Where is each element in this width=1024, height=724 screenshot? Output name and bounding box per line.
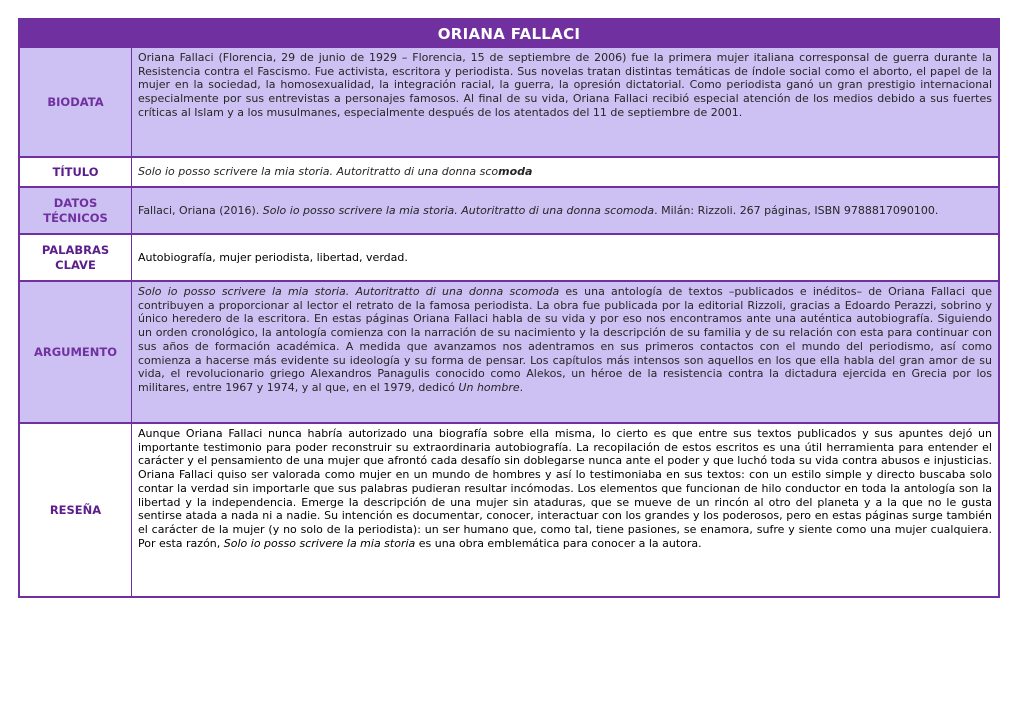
label-argumento: ARGUMENTO bbox=[20, 282, 132, 422]
row-palabras bbox=[20, 233, 998, 280]
argumento-text-main: es una antología de textos –publicados e inéditos– de Oriana Fallaci que contribuyen a proporcionar al lector el retrato de la famosa periodista. La obra fue publicada por la editorial Rizzoli, gracias a Edoardo Perazzi, sobrino y único heredero de la escritora. En estas páginas Oriana Fallaci habla de su vida y por eso nos encontramos ante una auténtica autobiografía. Siguiendo un orden cronológico, la antología comienza con la narración de su nacimiento y la descripción de su familia y de su relación con esta para continuar con sus años de formación académica. A medida que avanzamos nos adentramos en sus primeros contactos con el mundo del periodismo, así como comienza a hacerse más evidente su ideología y su forma de pensar. Los capítulos más intensos son aquellos en los que ella habla del gran amor de su vida, el revolucionario griego Alexandros Panagulis conocido como Alekos, un héroe de la resistencia contra la dictadura ejercida en Grecia por los militares, entre 1967 y 1974, y al que, en el 1979, dedicó bbox=[138, 285, 993, 394]
card-title: ORIANA FALLACI bbox=[20, 20, 998, 48]
label-resena: RESEÑA bbox=[20, 424, 132, 596]
label-palabras: PALABRAS CLAVE bbox=[20, 235, 132, 280]
resena-text-end: es una obra emblemática para conocer a la autora. bbox=[415, 536, 702, 550]
resena-text-italic: Solo io posso scrivere la mia storia bbox=[223, 536, 416, 550]
row-datos bbox=[20, 186, 998, 233]
resena-text bbox=[132, 424, 998, 596]
resena-text-main: Aunque Oriana Fallaci nunca habría autorizado una biografía sobre ella misma, lo cierto es que entre sus textos publicados y sus apuntes dejó un importante testimonio para poder reconstruir su extraordinaria autobiografía. La recopilación de estos escritos es una útil herramienta para entender el carácter y el pensamiento de una mujer que afrontó cada desafío sin doblegarse nunca ante el poder y que luchó toda su vida contra abusos e injusticias. Oriana Fallaci quiso ser valorada como mujer en un mundo de hombres y así lo testimoniaba en sus textos: con un estilo simple y directo buscaba solo contar la verdad sin importarle que sus palabras pudieran resultar incómodas. Los elementos que funcionan de hilo conductor en toda la antología son la libertad y la independencia. Emerge la descripción de una mujer sin ataduras, que se mueve de un rincón al otro del planeta y a la que no le gusta sentirse atada a nada ni a nadie. Su intención es documentar, conocer, interactuar con los grandes y los poderosos, pero en estas páginas surge también el carácter de la mujer (y no solo de la periodista): un ser humano que, como tal, tiene pasiones, se enamora, sufre y siente como una mujer cualquiera. Por esta razón, bbox=[138, 427, 992, 550]
row-biodata bbox=[20, 48, 998, 156]
label-datos: DATOS TÉCNICOS bbox=[20, 188, 132, 233]
argumento-text bbox=[132, 282, 998, 422]
book-card bbox=[18, 18, 1000, 598]
titulo-text-part1: Solo io posso scrivere la mia storia. Autoritratto di una donna sco bbox=[138, 165, 499, 179]
row-titulo bbox=[20, 156, 998, 186]
argumento-text-italic-end: Un hombre bbox=[458, 380, 520, 394]
titulo-text-part2: moda bbox=[498, 165, 533, 179]
label-biodata: BIODATA bbox=[20, 48, 132, 156]
datos-text-italic: Solo io posso scrivere la mia storia. Autoritratto di una donna scomoda bbox=[262, 203, 655, 217]
datos-text bbox=[132, 188, 998, 233]
row-resena bbox=[20, 422, 998, 596]
row-argumento bbox=[20, 280, 998, 422]
datos-text-before: Fallaci, Oriana (2016). bbox=[138, 203, 263, 217]
label-titulo: TÍTULO bbox=[20, 158, 132, 186]
argumento-text-end: . bbox=[519, 380, 524, 394]
titulo-text bbox=[132, 158, 998, 186]
biodata-text: Oriana Fallaci (Florencia, 29 de junio de 1929 – Florencia, 15 de septiembre de 2006) fue la primera mujer italiana corresponsal de guerra durante la Resistencia contra el Fascismo. Fue activista, escritora y periodista. Sus novelas tratan distintas temáticas de índole social como el aborto, el papel de la mujer en la sociedad, la homosexualidad, la integración racial, la guerra, la opresión dictatorial. Como periodista ganó un gran prestigio internacional especialmente por sus entrevistas a personajes famosos. Al final de su vida, Oriana Fallaci recibió especial atención de los medios debido a sus fuertes críticas al Islam y a los musulmanes, especialmente después de los atentados del 11 de septiembre de 2001. bbox=[132, 48, 998, 156]
argumento-text-italic: Solo io posso scrivere la mia storia. Autoritratto di una donna scomoda bbox=[138, 285, 560, 298]
palabras-text: Autobiografía, mujer periodista, libertad, verdad. bbox=[132, 235, 998, 280]
datos-text-after: . Milán: Rizzoli. 267 páginas, ISBN 9788817090100. bbox=[654, 203, 939, 217]
